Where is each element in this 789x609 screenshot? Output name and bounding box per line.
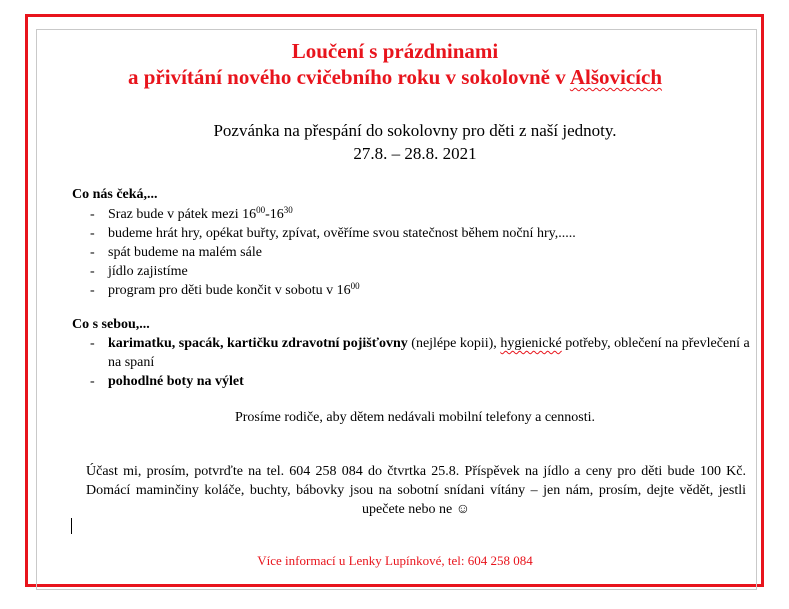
invitation-line: Pozvánka na přespání do sokolovny pro děti z naší jednoty. <box>213 121 617 140</box>
text-cursor <box>71 518 72 534</box>
title-line-1: Loučení s prázdninami <box>291 39 499 63</box>
title-line-2 <box>60 64 730 90</box>
bring-heading: Co s sebou,... <box>72 317 150 332</box>
title-line-2-prefix: a přivítání nového cvičebního roku v sokolovně v <box>127 65 570 89</box>
contact-footer: Více informací u Lenky Lupínkové, tel: 604 258 084 <box>257 553 533 568</box>
title-place-name: Alšovicích <box>569 65 663 89</box>
awaits-list <box>86 205 576 300</box>
list-item: - budeme hrát hry, opékat buřty, zpívat, ověříme svou statečnost během noční hry,..... <box>86 224 576 243</box>
list-item: - Sraz bude v pátek mezi $16^{00}-16^{30}$ <box>86 205 576 224</box>
confirmation-paragraph: Účast mi, prosím, potvrďte na tel. 604 258 084 do čtvrtka 25.8. Příspěvek na jídlo a ceny pro děti bude 100 Kč. Domácí maminčiny koláče, buchty, bábovky jsou na sobotní snídani vítány – jen nám, prosím, dejte vědět, jestli upečete nebo ne ☺ <box>86 464 746 517</box>
awaits-heading: Co nás čeká,... <box>72 187 158 202</box>
list-item: - pohodlné boty na výlet <box>86 372 758 391</box>
list-item: - jídlo zajistíme <box>86 262 576 281</box>
list-item: - spát budeme na malém sále <box>86 243 576 262</box>
invitation-dates: 27.8. – 28.8. 2021 <box>353 144 477 163</box>
list-item: - karimatku, spacák, kartičku zdravotní pojišťovny (nejlépe kopii), hygienické potřeby, oblečení na převlečení a na spaní <box>86 334 758 372</box>
bring-list <box>86 334 758 391</box>
list-item: - program pro děti bude končit v sobotu v $16^{00}$ <box>86 281 576 300</box>
request-paragraph: Prosíme rodiče, aby dětem nedávali mobilní telefony a cennosti. <box>234 410 595 425</box>
